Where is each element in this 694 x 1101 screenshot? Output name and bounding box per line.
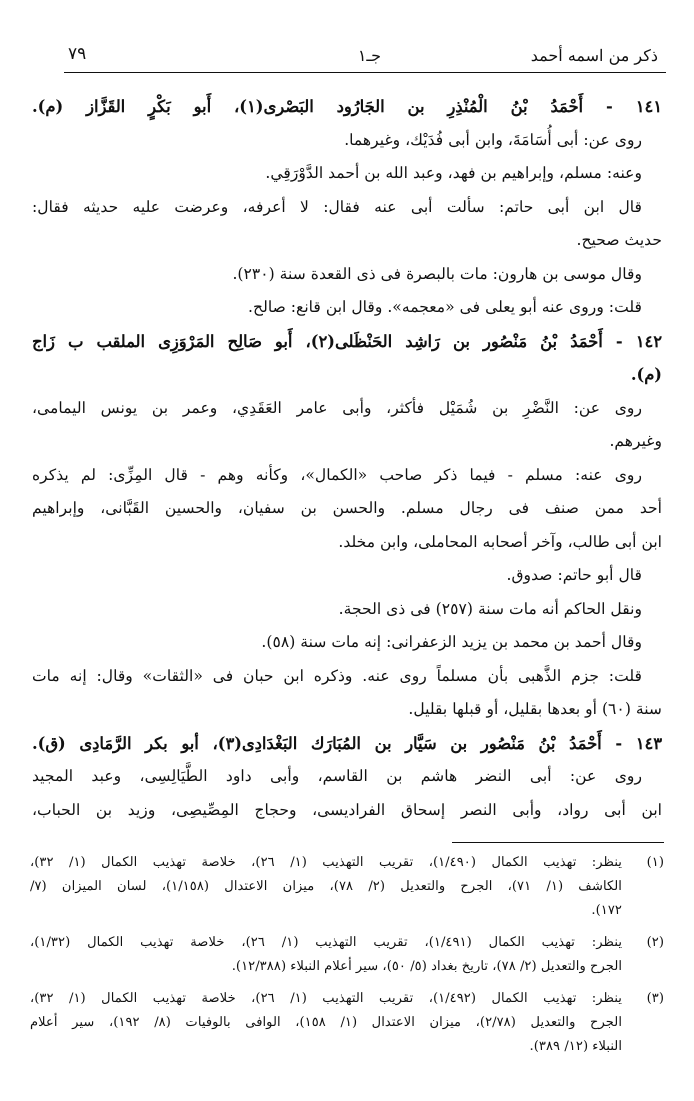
text-line: ونقل الحاكم أنه مات سنة (٢٥٧) فى ذى الحجة. bbox=[338, 599, 642, 618]
entry-heading-line: ١٤٢ - أَحْمَدُ بْنُ مَنْصُور بن رَاشِد الحَنْظَلى(٢)، أَبو صَالِح المَرْوَزِى الملقب ب زَاج bbox=[32, 331, 662, 351]
footnote-number: (٢) bbox=[646, 935, 664, 950]
header-volume: جـ١ bbox=[357, 46, 381, 65]
footnote-separator bbox=[452, 842, 664, 843]
footnote bbox=[30, 987, 664, 1059]
text-line: حديث صحيح. bbox=[576, 231, 662, 249]
text-line: قلت: جزم الذَّهبى بأن مسلماً روى عنه. وذكره ابن حبان فى «الثقات» وقال: إنه مات bbox=[32, 666, 642, 685]
running-header bbox=[64, 42, 666, 73]
footnote bbox=[30, 931, 664, 979]
footnote bbox=[30, 851, 664, 923]
entry-heading-line: ١٤٣ - أَحْمَدُ بْنُ مَنْصُور بن سَيَّار بن المُبَارَك البَغْدَادِى(٣)، أبو بكر الرَّمَادِى (ق). bbox=[32, 733, 662, 753]
text-line: قال ابن أبى حاتم: سألت أبى عنه فقال: لا أعرفه، وعرضت عليه حديثه فقال: bbox=[32, 197, 642, 216]
footnote-number: (١) bbox=[646, 855, 664, 870]
text-line: ابن أبى طالب، وآخر أصحابه المحاملى، وابن مخلد. bbox=[338, 532, 662, 551]
text-line: روى عن: النَّضْرِ بن شُمَيْل فأكثر، وأبى عامر العَقَدِي، وعمر بن يونس اليمامى، bbox=[32, 398, 642, 417]
header-title: ذكر من اسمه أحمد bbox=[530, 46, 658, 65]
footnote-line: ينظر: تهذيب الكمال (١/٤٩١)، تقريب التهذيب (١/ ٢٦)، خلاصة تهذيب الكمال (١/٣٢)، bbox=[30, 935, 622, 950]
footnotes bbox=[30, 842, 664, 1059]
footnote-line: الجرح والتعديل (٢/ ٧٨)، تاريخ بغداد (٥/ ٥٠)، سير أعلام النبلاء (١٢/٣٨٨). bbox=[231, 959, 622, 974]
page-number: ٧٩ bbox=[68, 44, 87, 64]
text-line: وقال موسى بن هارون: مات بالبصرة فى ذى القعدة سنة (٢٣٠). bbox=[232, 264, 642, 283]
text-line: ابن أبى رواد، وأبى النصر إسحاق الفراديسى، وحجاج المِصِّيصِى، وزيد بن الحباب، bbox=[32, 800, 662, 819]
text-line: قال أبو حاتم: صدوق. bbox=[506, 566, 642, 584]
footnote-line: النبلاء (١٢/ ٣٨٩). bbox=[529, 1039, 622, 1054]
entry-heading-line: ١٤١ - أَحْمَدُ بْنُ الْمُنْذِرِ بن الجَارُود البَصْرى(١)، أَبو بَكْرٍ القَزَّاز (م). bbox=[32, 97, 662, 116]
footnote-line: الكاشف (١/ ٧١)، الجرح والتعديل (٢/ ٧٨)، ميزان الاعتدال (١/١٥٨)، لسان الميزان (٧/ bbox=[30, 879, 622, 894]
text-line: روى عنه: مسلم - فيما ذكر صاحب «الكمال»، وكأنه وهم - قال المِزِّى: لم يذكره bbox=[32, 465, 642, 484]
footnote-line: ينظر: تهذيب الكمال (١/٤٩٢)، تقريب التهذيب (١/ ٢٦)، خلاصة تهذيب الكمال (١/ ٣٢)، bbox=[30, 991, 622, 1006]
text-line: روى عن: أبى أُسَامَةَ، وابن أبى فُدَيْك، وغيرهما. bbox=[344, 130, 642, 149]
footnote-number: (٣) bbox=[646, 991, 664, 1006]
text-line: سنة (٦٠) أو بعدها بقليل، أو قبلها بقليل. bbox=[408, 700, 662, 718]
text-line: قلت: وروى عنه أبو يعلى فى «معجمه». وقال ابن قانع: صالح. bbox=[248, 298, 642, 316]
footnote-line: ينظر: تهذيب الكمال (١/٤٩٠)، تقريب التهذيب (١/ ٢٦)، خلاصة تهذيب الكمال (١/ ٣٢)، bbox=[30, 855, 622, 870]
text-line: وقال أحمد بن محمد بن يزيد الزعفرانى: إنه مات سنة (٥٨). bbox=[261, 633, 642, 651]
text-line: وغيرهم. bbox=[609, 432, 662, 450]
entry-heading-line: (م). bbox=[630, 365, 662, 384]
main-text bbox=[32, 90, 662, 827]
text-line: روى عن: أبى النضر هاشم بن القاسم، وأبى داود الطَّيَالِسِى، وعبد المجيد bbox=[32, 767, 642, 785]
footnote-line: الجرح والتعديل (٢/٧٨)، ميزان الاعتدال (١/ ١٥٨)، الوافى بالوفيات (٨/ ١٩٢)، سير أعلام bbox=[30, 1015, 622, 1030]
footnote-line: ١٧٢). bbox=[591, 903, 622, 918]
text-line: أحد ممن صنف فى رجال مسلم. والحسن بن سفيان، والحسين القَبَّانى، وإبراهيم bbox=[32, 499, 662, 517]
text-line: وعنه: مسلم، وإبراهيم بن فهد، وعبد الله بن أحمد الدَّوْرَقِي. bbox=[265, 164, 642, 182]
